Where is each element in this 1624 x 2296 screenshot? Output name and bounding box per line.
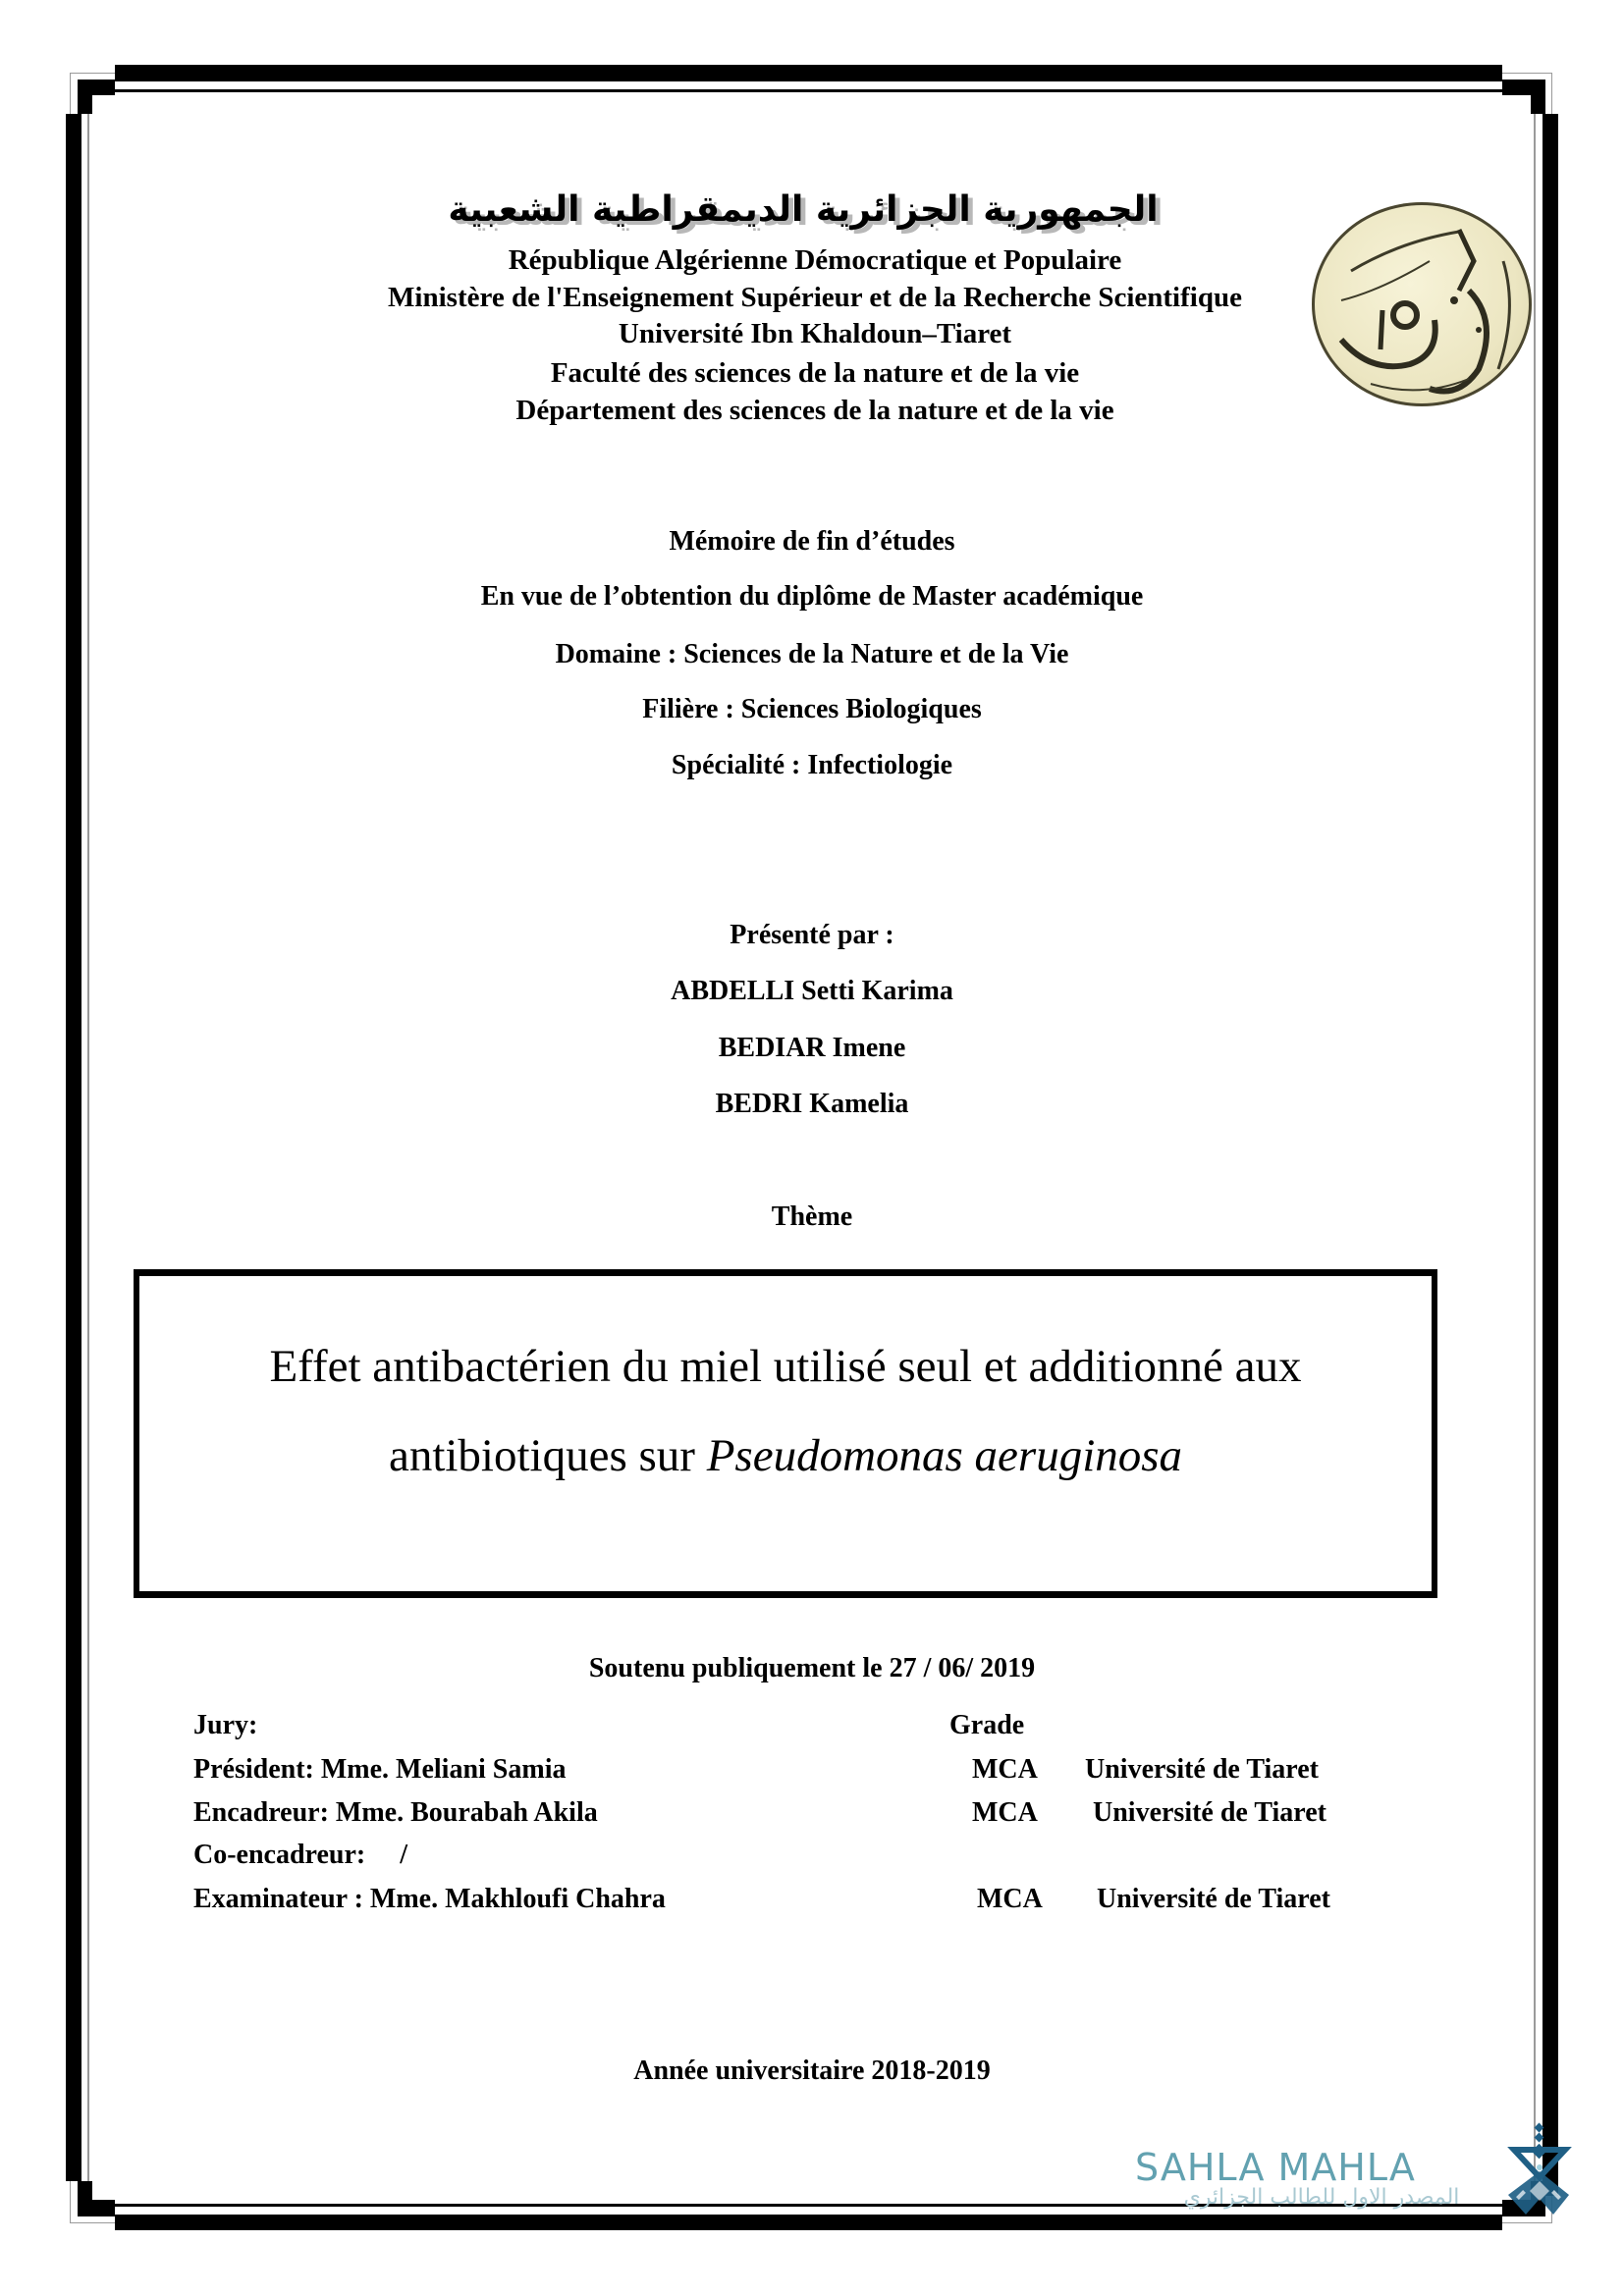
- theme-label: Thème: [771, 1201, 853, 1232]
- jury-institution: Université de Tiaret: [1093, 1797, 1326, 1828]
- jury-grade: MCA: [972, 1754, 1038, 1785]
- author-name: BEDIAR Imene: [718, 1033, 906, 1063]
- jury-member: Co-encadreur: /: [193, 1840, 407, 1870]
- theme-title-line1: Effet antibactérien du miel utilisé seul et additionné aux: [269, 1341, 1302, 1392]
- republic-name: République Algérienne Démocratique et Populaire: [508, 244, 1122, 276]
- jury-institution: Université de Tiaret: [1097, 1884, 1330, 1914]
- corner-tl-outline-v: [70, 73, 71, 114]
- corner-tl-outline-h: [70, 73, 115, 74]
- corner-br-outline-h: [1502, 2222, 1552, 2223]
- jury-member: Examinateur : Mme. Makhloufi Chahra: [193, 1884, 666, 1914]
- defense-date: Soutenu publiquement le 27 / 06/ 2019: [588, 1653, 1036, 1683]
- border-right-thick: [1543, 114, 1558, 2196]
- jury-institution: Université de Tiaret: [1085, 1754, 1319, 1785]
- specialty: Spécialité : Infectiologie: [671, 750, 953, 780]
- corner-bl-block-v: [78, 2181, 92, 2216]
- department-name: Département des sciences de la nature et de la vie: [515, 395, 1114, 426]
- degree-purpose: En vue de l’obtention du diplôme de Master académique: [480, 581, 1144, 612]
- species-name: Pseudomonas aeruginosa: [706, 1430, 1183, 1481]
- corner-bl-outline-v: [70, 2181, 71, 2222]
- jury-label: Jury:: [193, 1710, 258, 1740]
- border-left-thin: [87, 114, 89, 2181]
- watermark-brand: SAHLA MAHLA: [1135, 2146, 1416, 2189]
- jury-member: Président: Mme. Meliani Samia: [193, 1754, 567, 1785]
- memoir-type: Mémoire de fin d’études: [669, 526, 955, 557]
- corner-tl-block-v: [78, 80, 92, 114]
- grade-header: Grade: [949, 1710, 1025, 1740]
- faculty-name: Faculté des sciences de la nature et de la vie: [550, 357, 1080, 389]
- ministry-name: Ministère de l'Enseignement Supérieur et de la Recherche Scientifique: [388, 282, 1242, 313]
- domain: Domaine : Sciences de la Nature et de la Vie: [555, 639, 1069, 669]
- presented-by-label: Présenté par :: [730, 920, 894, 950]
- theme-title-prefix: antibiotiques sur: [388, 1430, 707, 1481]
- jury-grade: MCA: [977, 1884, 1043, 1914]
- corner-tr-outline-v: [1551, 73, 1552, 114]
- university-seal-icon: [1312, 202, 1532, 406]
- theme-title-line2: [139, 1426, 1432, 1485]
- border-right-thin: [1534, 114, 1536, 2196]
- corner-tr-outline-h: [1502, 73, 1552, 74]
- border-top-thick: [115, 65, 1502, 81]
- university-name: Université Ibn Khaldoun–Tiaret: [618, 318, 1012, 349]
- border-bottom-thick: [115, 2215, 1502, 2230]
- jury-member: Encadreur: Mme. Bourabah Akila: [193, 1797, 598, 1828]
- border-left-thick: [66, 114, 81, 2181]
- corner-bl-outline-h: [70, 2222, 115, 2223]
- field: Filière : Sciences Biologiques: [642, 694, 982, 724]
- arabic-republic-title: الجمهورية الجزائرية الديمقراطية الشعبية: [448, 189, 1159, 230]
- watermark-tagline: المصدر الاول للطالب الجزائري: [1183, 2185, 1460, 2210]
- seal-calligraphy-icon: [1312, 202, 1532, 406]
- author-name: BEDRI Kamelia: [715, 1089, 909, 1119]
- author-name: ABDELLI Setti Karima: [671, 976, 953, 1006]
- border-top-thin: [115, 89, 1502, 92]
- jury-grade: MCA: [972, 1797, 1038, 1828]
- sahla-mahla-logo-icon: [1504, 2120, 1575, 2218]
- theme-title-box: [134, 1269, 1437, 1598]
- academic-year: Année universitaire 2018-2019: [633, 2056, 991, 2086]
- corner-tr-block-v: [1531, 80, 1545, 114]
